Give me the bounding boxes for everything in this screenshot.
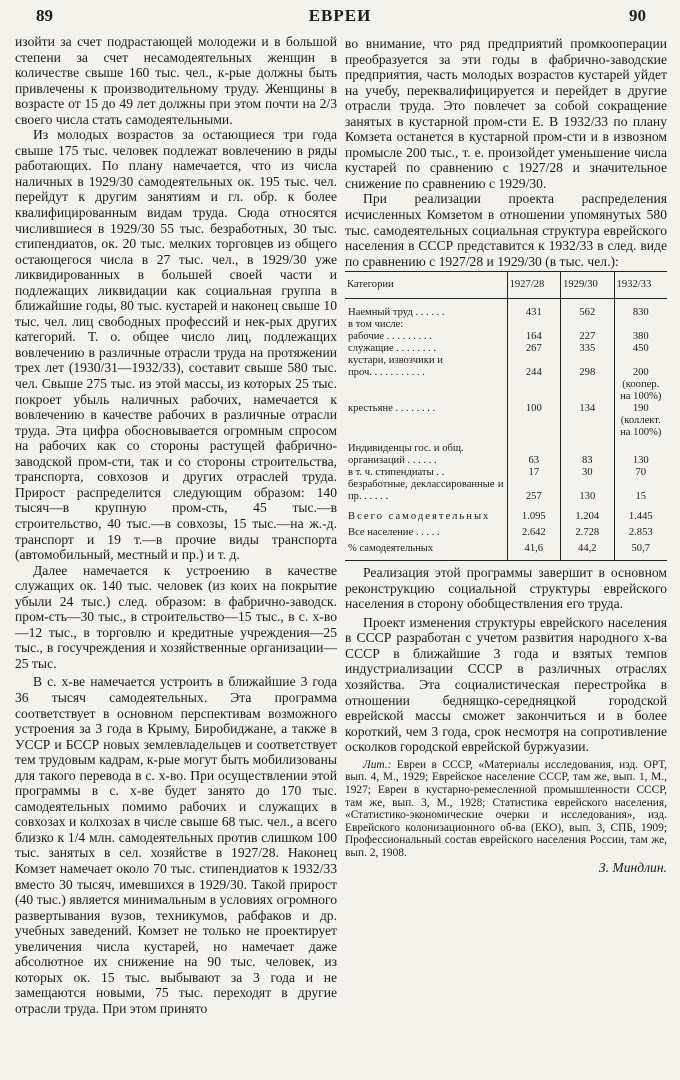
table-row: Индивиденцы гос. и общ. [345, 439, 667, 455]
paragraph: Проект изменения структуры еврейского населения в СССР разработан с учетом развития народного х-ва СССР в ближайшие 3 года и взятых темпов индустриализации СССР в различных отраслях хозяйства. Эта социалистическая перестройка в отношении беднящко-середняцкой городской еврейской массы сможет закончиться и в более короткий, чем 3 года, срок несмотря на сопротивление осколков городской еврейской буржуазии. [345, 614, 667, 755]
paragraph: В с. х-ве намечается устроить в ближайшие 3 года 36 тысяч самодеятельных. Эта программа соответствует в основном перспективам возможного устроения за 3 года в Крыму, Биробиджане, а также в УССР и БССР новых землевладельцев и соответствует тем трудовым кадрам, к-рые могут быть мобилизованы для такого перевода в с. х-во. При осуществлении этой программы в с. х-ве будет занято до 170 тыс. самодеятельных помимо рабочих и служащих в совхозах и колхозах в числе свыше 68 тыс. чел., а всего близко к 1/4 млн. самодеятельных против слишком 100 тыс. занятых в сел. хозяйстве в 1927/28. Наконец Комзет намечает около 70 тыс. стипендиатов к 1932/33 вместо 30 тысяч, имевшихся в 1929/30. Такой прирост (40 тыс.) является минимальным в условиях огромного развертывания вузов, техникумов, рабфаков и др. учебных заведений. Комзет не только не проектирует увеличения числа кустарей, но намечает даже абсолютное их снижение на 90 тыс. человек, из которых ок. 15 тыс. выбывают за 3 года и не замещаются новыми, 75 тыс. переходят в другие отрасли труда. При этом принято [15, 674, 337, 1016]
page-number-right: 90 [629, 6, 646, 25]
table-row: Все население . . . . . 2.642 2.728 2.853 [345, 523, 667, 539]
paragraph: Далее намечается к устроению в качестве служащих ок. 140 тыс. человек (из коих на покрытие убыли 24 тыс.) след. образом: в фабрично-заводск. пром-сть—30 тыс., в строительство—15 тыс., в с. х-во—12 тыс., в торговлю и кредитные учреждения—25 тыс., в госучреждения и хозяйственные организации—25 тыс. [15, 562, 337, 671]
table-header: 1932/33 [614, 272, 667, 299]
table-row: безработные, деклассированные и пр. . . . . . 257 130 15 [345, 479, 667, 503]
table-header: 1927/28 [507, 272, 560, 299]
table-header: Категории [345, 272, 507, 299]
table-row: организаций . . . . . . 63 83 130 [345, 455, 667, 467]
author-signature: З. Миндлин. [598, 859, 667, 875]
table-row: проч. . . . . . . . . . . 244 298 200 [345, 367, 667, 379]
literature-label: Лит.: [363, 758, 392, 771]
table-row: % самодеятельных 41,6 44,2 50,7 [345, 539, 667, 561]
table-row: Наемный труд . . . . . . 431 562 830 [345, 307, 667, 319]
paragraph: Реализация этой программы завершит в основном реконструкцию социальной структуры еврейского населения в сторону обобществления его труда. [345, 565, 667, 612]
table-row: в т. ч. стипендиаты . . 17 30 70 [345, 467, 667, 479]
table-header-row [345, 272, 667, 299]
table-row: крестьяне . . . . . . . . 100 134 190 [345, 403, 667, 415]
table-row: кустари, извозчики и [345, 355, 667, 367]
right-column [345, 36, 667, 1076]
table-row: (коллект. на 100%) [345, 415, 667, 439]
population-structure-table [345, 271, 667, 561]
paragraph: изойти за счет подрастающей молодежи и в большой степени за счет несамодеятельных женщин в количестве свыше 160 тыс. чел., к-рые должны быть привлечены к производительному труду. Женщины в возрасте от 15 до 49 лет должны при этом почти на 2/3 своего числа стать самодеятельными. [15, 34, 337, 127]
page-header [0, 0, 680, 26]
table-row: служащие . . . . . . . . 267 335 450 [345, 343, 667, 355]
literature [345, 759, 667, 860]
literature-text: Евреи в СССР, «Материалы исследования, изд. ОРТ, вып. 4, М., 1929; Еврейское население СССР, там же, вып. 1, М., 1927; Евреи в кустарно-ремесленной промышленности СССР, там же, вып. 3, М., 1928; Статистика еврейского населения, «Статистико-экономические очерки и исследования», изд. Еврейского колонизационного об-ва (ЕКО), вып. 3, СПБ, 1909; Профессиональный состав еврейского населения России, там же, вып. 2, 1908. [345, 758, 667, 859]
paragraph: во внимание, что ряд предприятий промкооперации преобразуется за эти годы в фабрично-заводские предприятия, часть молодых возрастов кустарей уйдет на учебу, переквалифицируется и перейдет в другие отрасли труда. Это повлечет за собой сокращение занятых в кустарной пром-сти Е. В 1932/33 по плану Комзета останется в кустарной пром-сти и в извозном промысле 200 тыс., т. е. произойдет уменьшение числа кустарей по сравнению с 1927/28 и значительное снижение по сравнению с 1929/30. [345, 36, 667, 191]
left-column [15, 34, 337, 1074]
table-row: рабочие . . . . . . . . . 164 227 380 [345, 331, 667, 343]
table-row: Всего самодеятельных 1.095 1.204 1.445 [345, 511, 667, 523]
page-number-left: 89 [36, 6, 53, 25]
table-header: 1929/30 [561, 272, 614, 299]
table-row: (коопер. на 100%) [345, 379, 667, 403]
paragraph: При реализации проекта распределения исчисленных Комзетом в отношении упомянутых 580 тыс. самодеятельных социальная структура еврейского населения в СССР представится к 1932/33 в след. виде по сравнению с 1927/28 и 1929/30 (в тыс. чел.): [345, 191, 667, 269]
table-row: в том числе: [345, 319, 667, 331]
page-title: ЕВРЕИ [308, 6, 372, 25]
paragraph: Из молодых возрастов за остающиеся три года свыше 175 тыс. человек подлежат вовлечению в ряды работающих. По плану намечается, что из числа наличных в 1929/30 самодеятельных ок. 195 тыс. чел. перейдут к другим занятиям и гл. обр. к более квалифицированным видам труда. Сюда относятся числившиеся в 1929/30 55 тыс. безработных, 30 тыс. стипендиатов, ок. 20 тыс. мелких торговцев из общего остающегося числа в 27 тыс. чел., в 1929/30 уже ликвидированных в большей своей части и подлежащих ликвидации как социальная группа в ближайшие годы, 80 тыс. кустарей и наконец свыше 10 тыс. чел. лиц свободных профессий и нек-рых других категорий. Т. о. общее число лиц, подлежащих вовлечению в различные отрасли труда на протяжении трех лет (1930/31—1932/33), составит свыше 580 тыс. чел. Свыше 275 тыс. из этой массы, из которых 25 тыс. покроет убыль наличных рабочих, намечается к вовлечению в качестве рабочих в различные отрасли труда. Эта цифра обосновывается огромным спросом на рабочих как со стороны растущей фабрично-заводской пром-сти, так и со стороны строительства, транспорта, совхозов и других отраслей труда. Прирост распределится следующим образом: 140 тысяч—в крупную пром-сть, 45 тыс.—в строительство, 40 тыс.—в совхозы, 15 тыс.—на ж.-д. транспорт и 19 т.—в прочие виды транспорта (автомобильный, местный и пр.) и т. д. [15, 127, 337, 563]
